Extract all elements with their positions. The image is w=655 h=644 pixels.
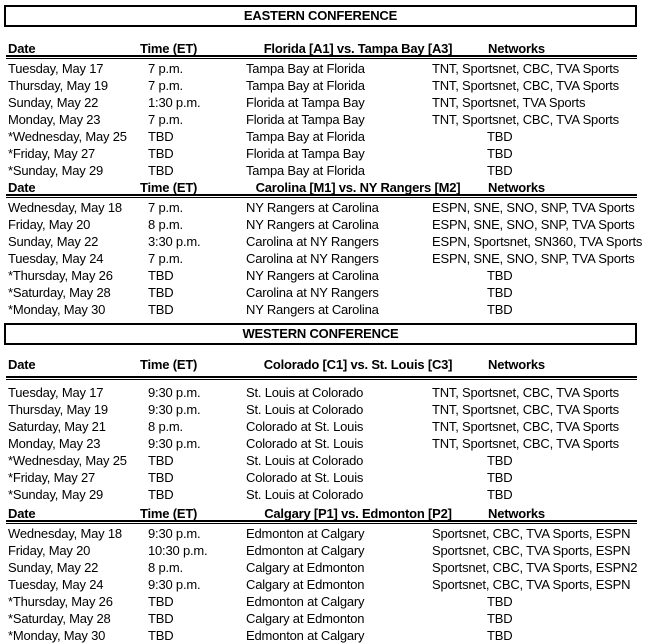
game-row [0, 542, 655, 559]
game-networks: TBD [487, 470, 513, 485]
game-networks: Sportsnet, CBC, TVA Sports, ESPN [432, 543, 631, 558]
game-row [0, 60, 655, 77]
game-time: TBD [148, 163, 174, 178]
game-row [0, 452, 655, 469]
series-matchup-title: Calgary [P1] vs. Edmonton [P2] [264, 506, 452, 521]
game-date: *Sunday, May 29 [8, 487, 104, 502]
game-time: 9:30 p.m. [148, 385, 201, 400]
game-networks: ESPN, Sportsnet, SN360, TVA Sports [432, 234, 643, 249]
game-matchup: Carolina at NY Rangers [246, 285, 379, 300]
game-matchup: Tampa Bay at Florida [246, 163, 365, 178]
game-row [0, 145, 655, 162]
game-matchup: NY Rangers at Carolina [246, 200, 379, 215]
column-header-networks: Networks [488, 506, 545, 521]
game-networks: TNT, Sportsnet, TVA Sports [432, 95, 586, 110]
game-date: Saturday, May 21 [8, 419, 106, 434]
game-row [0, 469, 655, 486]
game-row [0, 162, 655, 179]
game-date: Monday, May 23 [8, 436, 101, 451]
game-time: 10:30 p.m. [148, 543, 208, 558]
game-row [0, 111, 655, 128]
game-date: Sunday, May 22 [8, 234, 99, 249]
game-networks: Sportsnet, CBC, TVA Sports, ESPN [432, 577, 631, 592]
game-row [0, 77, 655, 94]
game-row [0, 94, 655, 111]
game-networks: TBD [487, 594, 513, 609]
game-matchup: Tampa Bay at Florida [246, 61, 365, 76]
game-date: Tuesday, May 17 [8, 385, 104, 400]
game-time: TBD [148, 470, 174, 485]
game-matchup: Colorado at St. Louis [246, 470, 364, 485]
game-date: Friday, May 20 [8, 217, 91, 232]
game-time: TBD [148, 594, 174, 609]
series-block [0, 358, 655, 503]
game-row [0, 216, 655, 233]
game-matchup: Tampa Bay at Florida [246, 78, 365, 93]
game-date: Wednesday, May 18 [8, 200, 122, 215]
game-rows [0, 525, 655, 644]
conference-title-box [4, 323, 637, 345]
game-row [0, 267, 655, 284]
game-matchup: St. Louis at Colorado [246, 487, 364, 502]
conference-series [0, 42, 655, 318]
game-date: *Friday, May 27 [8, 146, 96, 161]
game-row [0, 284, 655, 301]
series-block [0, 507, 655, 644]
game-row [0, 401, 655, 418]
game-row [0, 593, 655, 610]
game-time: TBD [148, 129, 174, 144]
game-time: 8 p.m. [148, 419, 183, 434]
game-time: TBD [148, 302, 174, 317]
game-date: *Saturday, May 28 [8, 611, 111, 626]
game-time: 9:30 p.m. [148, 402, 201, 417]
game-networks: ESPN, SNE, SNO, SNP, TVA Sports [432, 200, 635, 215]
column-header-date: Date [8, 357, 36, 372]
game-networks: TNT, Sportsnet, CBC, TVA Sports [432, 385, 619, 400]
game-networks: TBD [487, 628, 513, 643]
game-matchup: Florida at Tampa Bay [246, 146, 365, 161]
game-date: Sunday, May 22 [8, 560, 99, 575]
game-row [0, 627, 655, 644]
game-time: 9:30 p.m. [148, 436, 201, 451]
conference-section [0, 5, 655, 318]
series-header-row [0, 42, 655, 55]
game-networks: TNT, Sportsnet, CBC, TVA Sports [432, 419, 619, 434]
game-row [0, 610, 655, 627]
game-row [0, 128, 655, 145]
series-block [0, 42, 655, 179]
game-time: TBD [148, 487, 174, 502]
game-rows [0, 60, 655, 179]
game-time: 9:30 p.m. [148, 577, 201, 592]
column-header-time: Time (ET) [140, 41, 198, 56]
game-networks: TBD [487, 487, 513, 502]
game-date: *Monday, May 30 [8, 302, 106, 317]
game-time: 8 p.m. [148, 560, 183, 575]
game-time: 8 p.m. [148, 217, 183, 232]
game-matchup: Edmonton at Calgary [246, 526, 365, 541]
game-time: 7 p.m. [148, 61, 183, 76]
game-date: Tuesday, May 24 [8, 251, 104, 266]
game-row [0, 559, 655, 576]
column-header-date: Date [8, 180, 36, 195]
game-matchup: Carolina at NY Rangers [246, 251, 379, 266]
series-block [0, 181, 655, 318]
game-date: *Saturday, May 28 [8, 285, 111, 300]
game-networks: ESPN, SNE, SNO, SNP, TVA Sports [432, 251, 635, 266]
game-matchup: Calgary at Edmonton [246, 560, 365, 575]
column-header-networks: Networks [488, 180, 545, 195]
column-header-networks: Networks [488, 41, 545, 56]
game-networks: TBD [487, 302, 513, 317]
game-date: *Sunday, May 29 [8, 163, 104, 178]
conference-section [0, 323, 655, 644]
game-time: 7 p.m. [148, 112, 183, 127]
column-header-date: Date [8, 41, 36, 56]
game-matchup: Calgary at Edmonton [246, 577, 365, 592]
game-networks: TNT, Sportsnet, CBC, TVA Sports [432, 436, 619, 451]
conference-title: WESTERN CONFERENCE [242, 326, 399, 341]
game-networks: TBD [487, 611, 513, 626]
game-time: TBD [148, 268, 174, 283]
game-matchup: Carolina at NY Rangers [246, 234, 379, 249]
game-time: 7 p.m. [148, 251, 183, 266]
game-networks: TNT, Sportsnet, CBC, TVA Sports [432, 61, 619, 76]
game-row [0, 233, 655, 250]
game-date: Tuesday, May 17 [8, 61, 104, 76]
game-matchup: Edmonton at Calgary [246, 628, 365, 643]
game-date: Friday, May 20 [8, 543, 91, 558]
game-matchup: NY Rangers at Carolina [246, 302, 379, 317]
game-matchup: Florida at Tampa Bay [246, 95, 365, 110]
game-date: Tuesday, May 24 [8, 577, 104, 592]
column-header-date: Date [8, 506, 36, 521]
game-row [0, 435, 655, 452]
game-networks: TBD [487, 268, 513, 283]
game-date: *Thursday, May 26 [8, 268, 113, 283]
game-time: TBD [148, 285, 174, 300]
game-date: *Friday, May 27 [8, 470, 96, 485]
series-header-row [0, 507, 655, 520]
game-row [0, 250, 655, 267]
game-time: 3:30 p.m. [148, 234, 201, 249]
game-networks: TBD [487, 163, 513, 178]
game-time: 7 p.m. [148, 200, 183, 215]
game-date: Sunday, May 22 [8, 95, 99, 110]
game-networks: TBD [487, 129, 513, 144]
game-date: *Thursday, May 26 [8, 594, 113, 609]
game-row [0, 199, 655, 216]
game-time: 1:30 p.m. [148, 95, 201, 110]
game-row [0, 486, 655, 503]
game-networks: TBD [487, 453, 513, 468]
game-time: TBD [148, 453, 174, 468]
game-networks: TNT, Sportsnet, CBC, TVA Sports [432, 112, 619, 127]
game-date: Thursday, May 19 [8, 78, 108, 93]
game-networks: TBD [487, 285, 513, 300]
conference-title: EASTERN CONFERENCE [243, 8, 398, 23]
game-networks: TBD [487, 146, 513, 161]
conference-series [0, 358, 655, 644]
column-header-time: Time (ET) [140, 357, 198, 372]
game-matchup: St. Louis at Colorado [246, 385, 364, 400]
header-rule [6, 376, 637, 380]
game-matchup: NY Rangers at Carolina [246, 217, 379, 232]
game-time: TBD [148, 611, 174, 626]
game-matchup: Florida at Tampa Bay [246, 112, 365, 127]
game-time: 7 p.m. [148, 78, 183, 93]
game-date: *Wednesday, May 25 [8, 453, 127, 468]
game-date: *Wednesday, May 25 [8, 129, 127, 144]
column-header-time: Time (ET) [140, 180, 198, 195]
game-time: 9:30 p.m. [148, 526, 201, 541]
game-date: Wednesday, May 18 [8, 526, 122, 541]
game-matchup: Calgary at Edmonton [246, 611, 365, 626]
game-matchup: Colorado at St. Louis [246, 436, 364, 451]
game-row [0, 418, 655, 435]
game-matchup: Tampa Bay at Florida [246, 129, 365, 144]
game-matchup: St. Louis at Colorado [246, 402, 364, 417]
game-row [0, 301, 655, 318]
game-time: TBD [148, 628, 174, 643]
column-header-networks: Networks [488, 357, 545, 372]
game-matchup: Edmonton at Calgary [246, 543, 365, 558]
game-networks: TNT, Sportsnet, CBC, TVA Sports [432, 78, 619, 93]
game-row [0, 384, 655, 401]
game-networks: Sportsnet, CBC, TVA Sports, ESPN2 [432, 560, 638, 575]
game-date: Thursday, May 19 [8, 402, 108, 417]
game-networks: TNT, Sportsnet, CBC, TVA Sports [432, 402, 619, 417]
conference-title-box [4, 5, 637, 27]
game-matchup: NY Rangers at Carolina [246, 268, 379, 283]
game-networks: ESPN, SNE, SNO, SNP, TVA Sports [432, 217, 635, 232]
game-matchup: Edmonton at Calgary [246, 594, 365, 609]
series-matchup-title: Florida [A1] vs. Tampa Bay [A3] [263, 41, 453, 56]
game-row [0, 576, 655, 593]
game-matchup: Colorado at St. Louis [246, 419, 364, 434]
game-rows [0, 384, 655, 503]
game-networks: Sportsnet, CBC, TVA Sports, ESPN [432, 526, 631, 541]
game-row [0, 525, 655, 542]
series-matchup-title: Carolina [M1] vs. NY Rangers [M2] [255, 180, 461, 195]
game-time: TBD [148, 146, 174, 161]
game-matchup: St. Louis at Colorado [246, 453, 364, 468]
series-header-row [0, 181, 655, 194]
series-matchup-title: Colorado [C1] vs. St. Louis [C3] [263, 357, 453, 372]
game-date: Monday, May 23 [8, 112, 101, 127]
series-header-row [0, 358, 655, 371]
game-date: *Monday, May 30 [8, 628, 106, 643]
column-header-time: Time (ET) [140, 506, 198, 521]
game-rows [0, 199, 655, 318]
